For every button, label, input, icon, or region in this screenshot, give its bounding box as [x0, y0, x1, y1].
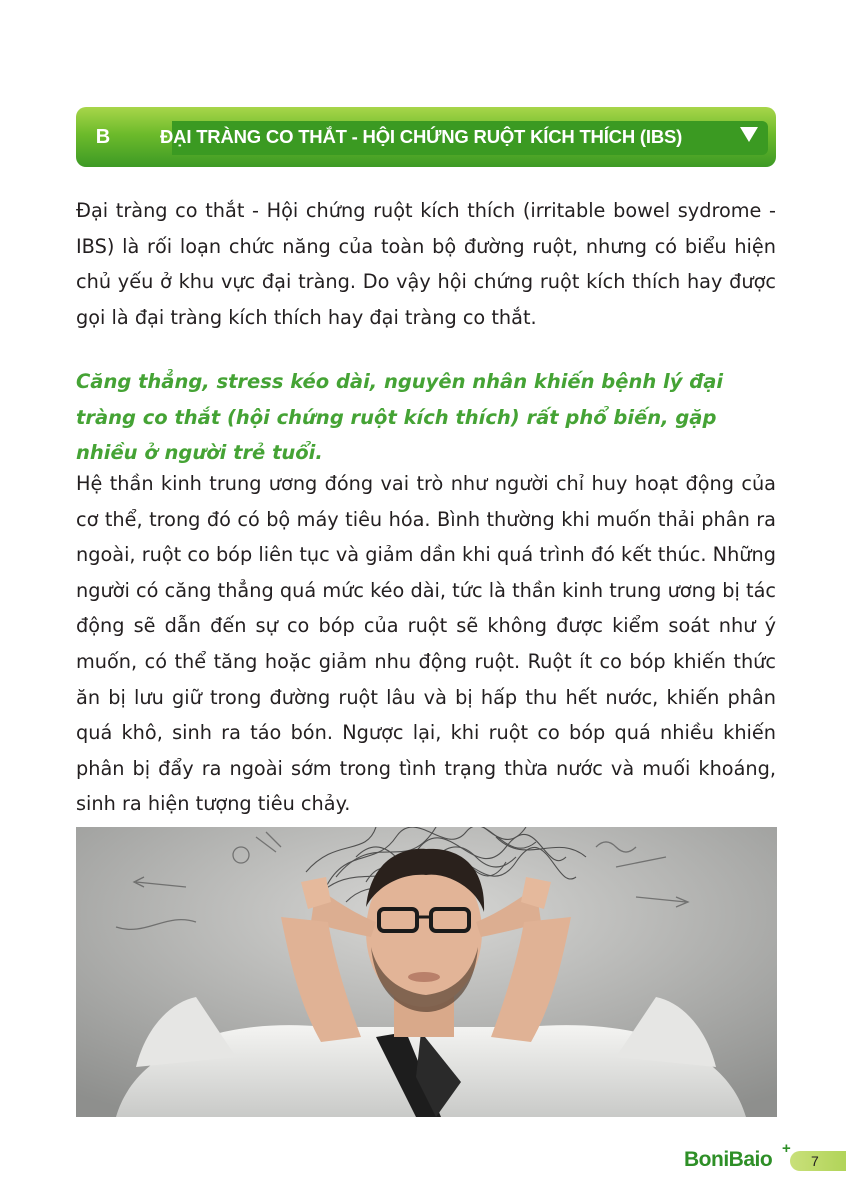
- brand-name: BoniBaio: [684, 1148, 773, 1171]
- body-paragraph: Hệ thần kinh trung ương đóng vai trò như người chỉ huy hoạt động của cơ thể, trong đó có bộ máy tiêu hóa. Bình thường khi muốn thải phân ra ngoài, ruột co bóp liên tục và giảm dần khi quá trình đó kết thúc. Những người có căng thẳng quá mức kéo dài, tức là thần kinh trung ương bị tác động sẽ dẫn đến sự co bóp của ruột sẽ không được kiểm soát như ý muốn, có thể tăng hoặc giảm nhu động ruột. Ruột ít co bóp khiến thức ăn bị lưu giữ trong đường ruột lâu và bị hấp thu hết nước, khiến phân quá khô, sinh ra táo bón. Ngược lại, khi ruột co bóp quá nhiều khiến phân bị đẩy ra ngoài sớm trong tình trạng thừa nước và muối khoáng, sinh ra hiện tượng tiêu chảy.: [76, 472, 776, 816]
- highlight-paragraph: Căng thẳng, stress kéo dài, nguyên nhân khiến bệnh lý đại tràng co thắt (hội chứng ruột kích thích) rất phổ biến, gặp nhiều ở người trẻ tuổi.: [76, 370, 724, 465]
- stressed-man-photo: [76, 827, 777, 1117]
- triangle-down-icon: [740, 127, 758, 142]
- intro-paragraph: Đại tràng co thắt - Hội chứng ruột kích thích (irritable bowel sydrome - IBS) là rối loạn chức năng của toàn bộ đường ruột, nhưng có biểu hiện chủ yếu ở khu vực đại tràng. Do vậy hội chứng ruột kích thích hay được gọi là đại tràng kích thích hay đại tràng co thắt.: [76, 199, 776, 329]
- page-number: 7: [811, 1153, 819, 1169]
- brand-plus: +: [782, 1140, 791, 1157]
- section-title: ĐẠI TRÀNG CO THẮT - HỘI CHỨNG RUỘT KÍCH THÍCH (IBS): [160, 126, 683, 147]
- brand-logo: [684, 1140, 794, 1178]
- section-letter: B: [95, 125, 111, 148]
